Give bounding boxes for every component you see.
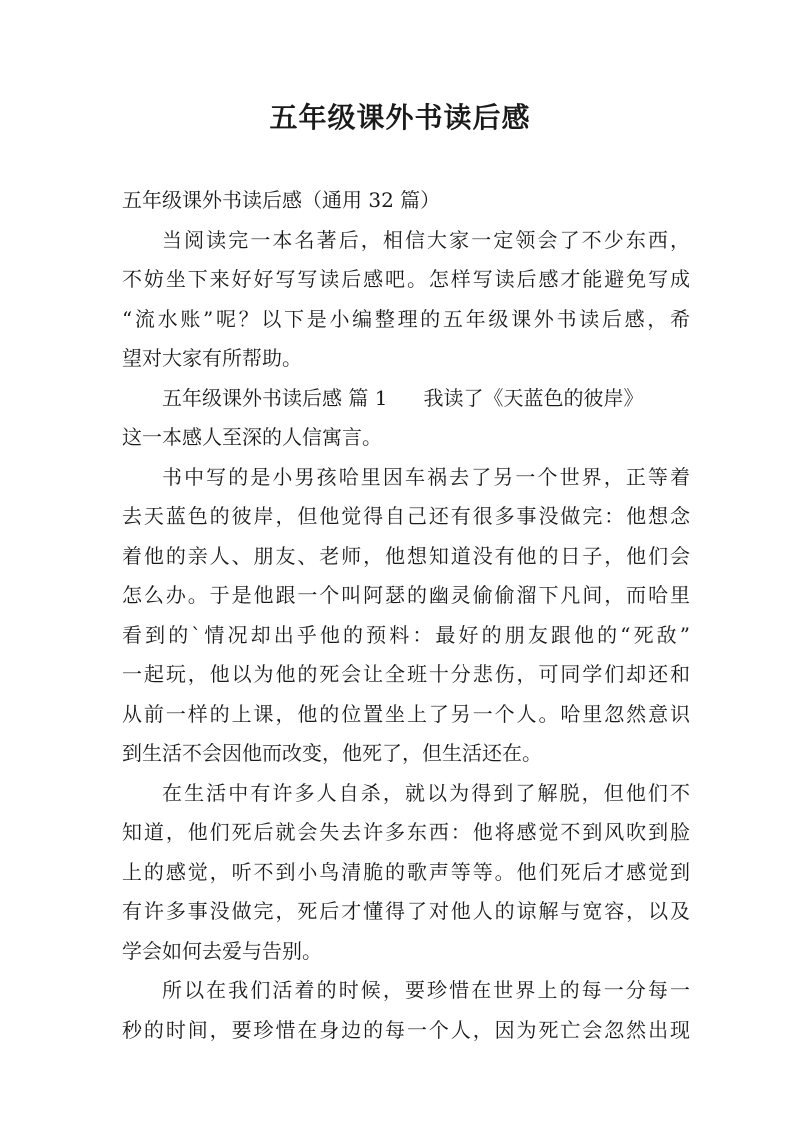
para2-line-2: 知道，他们死后就会失去许多东西：他将感觉不到风吹到脸 <box>122 820 690 844</box>
para2-line-3: 上的感觉，听不到小鸟清脆的歌声等等。他们死后才感觉到 <box>122 859 690 884</box>
intro-line-2: 不妨坐下来好好写写读后感吧。怎样写读后感才能避免写成 <box>122 267 690 291</box>
subtitle-line: 五年级课外书读后感（通用 32 篇） <box>122 188 441 212</box>
para2-line-4: 有许多事没做完，死后才懂得了对他人的谅解与宽容，以及 <box>122 899 690 923</box>
section-lead-cont-paragraph <box>122 418 690 458</box>
section-heading-line <box>122 379 690 419</box>
para1-line-1: 书中写的是小男孩哈里因车祸去了另一个世界，正等着 <box>162 464 690 489</box>
document-subtitle <box>122 181 690 221</box>
para2-line-5: 学会如何去爱与告别。 <box>122 938 322 963</box>
para3-line-2: 秒的时间，要珍惜在身边的每一个人，因为死亡会忽然出现 <box>122 1017 690 1042</box>
para1-line-5: 看到的`情况却出乎他的预料：最好的朋友跟他的“死敌” <box>122 622 690 647</box>
para2-line-1: 在生活中有许多人自杀，就以为得到了解脱，但他们不 <box>162 780 690 805</box>
section-lead-cont: 这一本感人至深的人信寓言。 <box>122 425 382 449</box>
para1-line-6: 一起玩，他以为他的死会让全班十分悲伤，可同学们却还和 <box>122 662 690 686</box>
intro-line-4: 望对大家有所帮助。 <box>122 346 302 370</box>
paragraph-3-cont <box>122 1011 690 1051</box>
intro-line-3: “流水账”呢？以下是小编整理的五年级课外书读后感，希 <box>122 306 690 331</box>
para1-line-4: 怎么办。于是他跟一个叫阿瑟的幽灵偷偷溜下凡间，而哈里 <box>122 583 690 607</box>
paragraph-2 <box>122 774 690 814</box>
para1-line-8: 到生活不会因他而改变，他死了，但生活还在。 <box>122 741 542 765</box>
intro-paragraph-cont <box>122 260 690 379</box>
intro-line-1: 当阅读完一本名著后，相信大家一定领会了不少东西， <box>162 227 690 252</box>
para1-line-3: 着他的亲人、朋友、老师，他想知道没有他的日子，他们会 <box>122 543 690 568</box>
intro-paragraph <box>122 221 690 261</box>
paragraph-1-cont <box>122 497 690 774</box>
section-heading: 五年级课外书读后感 篇 1 <box>162 385 388 410</box>
paragraph-1 <box>122 458 690 498</box>
section-heading-paragraph <box>122 379 690 419</box>
paragraph-2-cont <box>122 813 690 971</box>
paragraph-3 <box>122 971 690 1011</box>
para1-line-2: 去天蓝色的彼岸，但他觉得自己还有很多事没做完：他想念 <box>122 504 690 528</box>
document-body <box>122 181 690 1050</box>
document-title: 五年级课外书读后感 <box>269 101 531 134</box>
section-lead: 我读了《天蓝色的彼岸》 <box>423 385 644 410</box>
para1-line-7: 从前一样的上课，他的位置坐上了另一个人。哈里忽然意识 <box>122 701 690 726</box>
para3-line-1: 所以在我们活着的时候，要珍惜在世界上的每一分每一 <box>162 978 690 1002</box>
